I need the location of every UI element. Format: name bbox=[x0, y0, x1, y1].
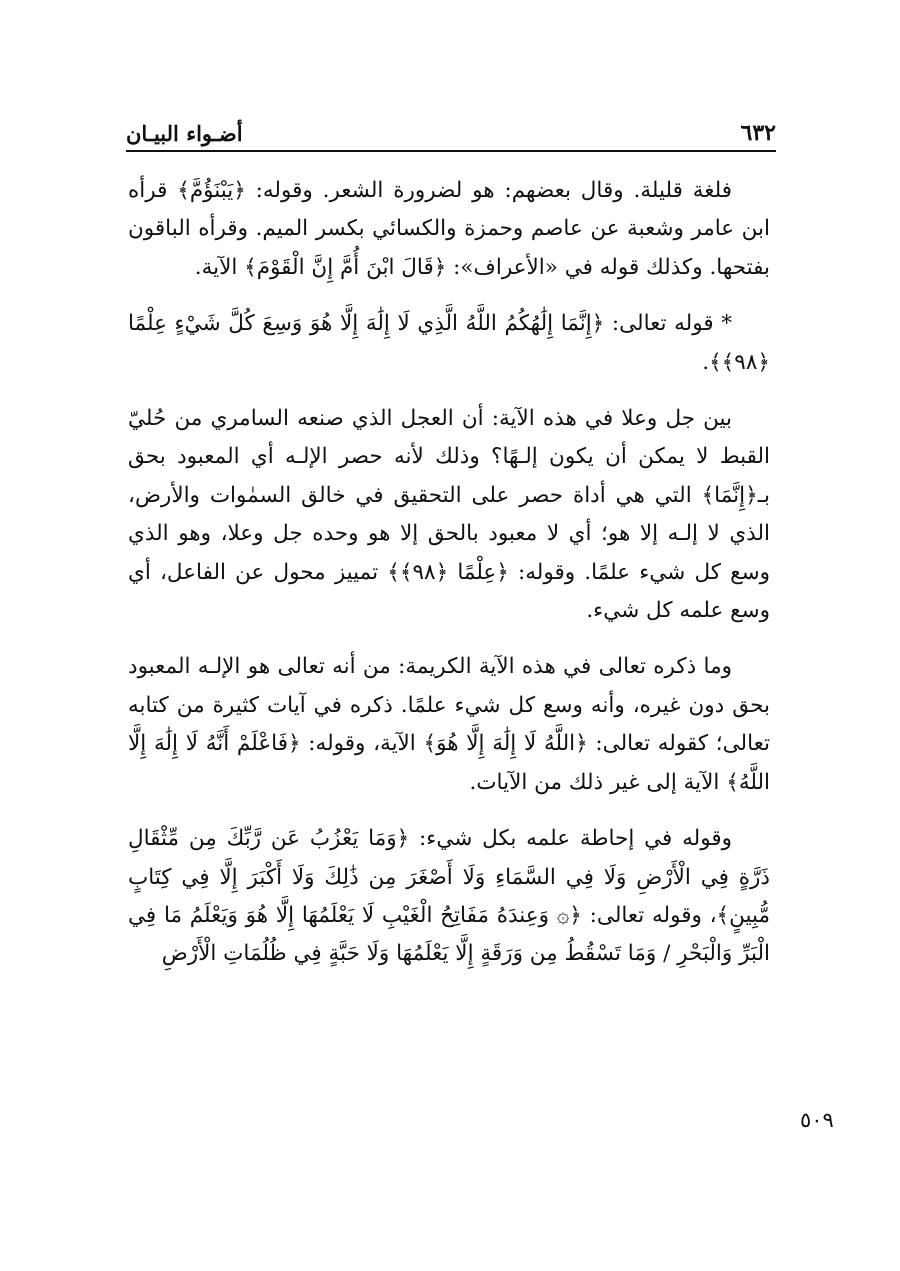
paragraph-3: بين جل وعلا في هذه الآية: أن العجل الذي صنعه السامري من حُليّ القبط لا يمكن أن يكون إلـهًا؟ وذلك لأنه حصر الإلـه أي المعبود بحق بـ﴿إِنَّمَا﴾ التي هي أداة حصر على التحقيق في خالق السمٰوات والأرض، الذي لا إلـه إلا هو؛ أي لا معبود بالحق إلا هو وحده جل وعلا، وهو الذي وسع كل شيء علمًا. وقوله: ﴿عِلْمًا ﴿٩٨﴾﴾ تمييز محول عن الفاعل، أي وسع علمه كل شيء. bbox=[128, 406, 770, 624]
page-number: ٦٣٢ bbox=[740, 120, 776, 146]
margin-page-reference: ٥٠٩ bbox=[800, 1108, 834, 1132]
paragraph-2-verse-heading: * قوله تعالى: ﴿إِنَّمَا إِلَٰهُكُمُ اللَّهُ الَّذِي لَا إِلَٰهَ إِلَّا هُوَ وَسِعَ كُلَّ شَيْءٍ عِلْمًا ﴿٩٨﴾﴾. bbox=[128, 311, 770, 375]
paragraph-1: فلغة قليلة. وقال بعضهم: هو لضرورة الشعر. وقوله: ﴿يَبْنَؤُمَّ﴾ قرأه ابن عامر وشعبة عن عاصم وحمزة والكسائي بكسر الميم. وقرأه الباقون بفتحها. وكذلك قوله في «الأعراف»: ﴿قَالَ ابْنَ أُمَّ إِنَّ الْقَوْمَ﴾ الآية. bbox=[128, 178, 770, 280]
header-rule bbox=[126, 150, 776, 152]
paragraph-5: وقوله في إحاطة علمه بكل شيء: ﴿وَمَا يَعْزُبُ عَن رَّبِّكَ مِن مِّثْقَالِ ذَرَّةٍ فِي الْأَرْضِ وَلَا فِي السَّمَاءِ وَلَا أَصْغَرَ مِن ذَٰلِكَ وَلَا أَكْبَرَ إِلَّا فِي كِتَابٍ مُّبِينٍ﴾، وقوله تعالى: ﴿۞ وَعِندَهُ مَفَاتِحُ الْغَيْبِ لَا يَعْلَمُهَا إِلَّا هُوَ وَيَعْلَمُ مَا فِي الْبَرِّ وَالْبَحْرِ / وَمَا تَسْقُطُ مِن وَرَقَةٍ إِلَّا يَعْلَمُهَا وَلَا حَبَّةٍ فِي ظُلُمَاتِ الْأَرْضِ bbox=[128, 826, 770, 967]
paragraph-4: وما ذكره تعالى في هذه الآية الكريمة: من أنه تعالى هو الإلـه المعبود بحق دون غيره، وأنه وسع كل شيء علمًا. ذكره في آيات كثيرة من كتابه تعالى؛ كقوله تعالى: ﴿اللَّهُ لَا إِلَٰهَ إِلَّا هُوَ﴾ الآية، وقوله: ﴿فَاعْلَمْ أَنَّهُ لَا إِلَٰهَ إِلَّا اللَّهُ﴾ الآية إلى غير ذلك من الآيات. bbox=[128, 654, 770, 795]
running-header bbox=[126, 112, 776, 146]
running-title: أضـواء البيـان bbox=[126, 121, 243, 146]
body-text bbox=[128, 172, 770, 974]
